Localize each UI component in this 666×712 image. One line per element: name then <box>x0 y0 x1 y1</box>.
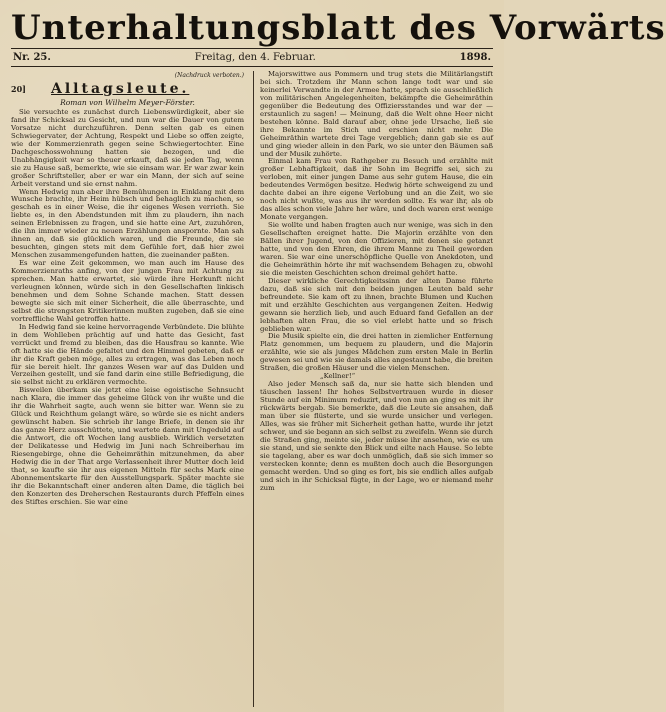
paragraph: Die Musik spielte ein, die drei hatten in ziemlicher Entfernung Platz genommen, um bequem zu plaudern, und die Majorin erzählte, wie sie als junges Mädchen zum ersten Male in Berlin gewesen sei und wie sie damals alles angestaunt habe, die breiten Straßen, die großen Häuser und die vielen Menschen. <box>260 332 493 373</box>
reprint-note: (Nachdruck verboten.) <box>174 72 244 79</box>
paragraph: „Kellner!“ <box>320 372 356 381</box>
paragraph: Dieser wirkliche Gerechtigkeitssinn der alten Dame führte dazu, daß sie sich mit den beiden jungen Leuten bald sehr befreundete. Sie kam oft zu ihnen, brachte Blumen und Kuchen mit und erzählte Geschichten aus vergangenen Zeiten. Hedwig gewann sie herzlich lieb, und auch Eduard fand Gefallen an der lebhaften alten Frau, die so viel erlebt hatte und so frisch geblieben war. <box>260 276 493 333</box>
column-right <box>253 71 493 707</box>
paragraph: In Hedwig fand sie keine hervorragende Verbündete. Die blühte in dem Wohlleben prächtig auf und hatte das Gesicht, fast verrückt und fremd zu bleiben, das die Hausfrau so kannte. Wie oft hatte sie die Hände gefaltet und den Himmel gebeten, daß er ihr die Kraft geben möge, alles zu ertragen, was das Leben noch für sie bereit hielt. Ihr ganzes Wesen war auf das Dulden und Verzeihen gestellt, und sie fand darin eine stille Befriedigung, die sie selbst nicht zu erklären vermochte. <box>11 322 244 387</box>
paragraph: Wenn Hedwig nun aber ihre Bemühungen in Einklang mit dem Wunsche brachte, ihr Heim hübsch und behaglich zu machen, so geschah es in einer Weise, die ihr eigenes Wesen verrieth. Sie liebte es, in den Abendstunden mit ihm zu plaudern, ihn nach seinen Erlebnissen zu fragen, und sie hatte eine Art, zuzuhören, die ihn immer wieder zu neuen Erzählungen anspornte. Man sah ihnen an, daß sie glücklich waren, und die Freunde, die sie besuchten, gingen stets mit dem Gefühle fort, daß hier zwei Menschen zusammengefunden hatten, die zueinander paßten. <box>11 187 244 260</box>
article-title: Alltagsleute. <box>51 81 190 97</box>
masthead-rule <box>11 48 493 49</box>
issue-year: 1898. <box>459 52 491 63</box>
column-right-text <box>260 71 493 493</box>
paragraph: Es war eine Zeit gekommen, wo man auch im Hause des Kommerzienraths anfing, von der jungen Frau mit Achtung zu sprechen. Man hatte erwartet, sie würde ihre Herkunft nicht verleugnen können, würde sich in den Gesellschaften linkisch benehmen und dem Sohne Schande machen. Statt dessen bewegte sie sich mit einer Sicherheit, die alle überraschte, und selbst die strengsten Kritikerinnen mußten zugeben, daß sie eine vortreffliche Wahl getroffen hatte. <box>11 259 244 323</box>
masthead-title: Unterhaltungsblatt des Vorwärts <box>11 8 666 48</box>
paragraph: Also jeder Mensch saß da, nur sie hatte sich blenden und täuschen lassen! Ihr hohes Selbstvertrauen wurde in dieser Stunde auf ein Minimum reduzirt, und von nun an ging es mit ihr rückwärts bergab. Sie bemerkte, daß die Leute sie ansahen, daß man über sie flüsterte, und sie wurde unsicher und verlegen. Alles, was sie früher mit Sicherheit gethan hatte, wurde ihr jetzt schwer, und sie begann an sich selbst zu zweifeln. Wenn sie durch die Straßen ging, meinte sie, jeder müsse ihr ansehen, wie es um sie stand, und sie senkte den Blick und eilte nach Hause. So lebte sie tagelang, aber es war doch unmöglich, daß sie sich immer so verstecken konnte; denn es mußten doch auch die Besorgungen gemacht werden. Und so ging es fort, bis sie endlich alles aufgab und sich in ihr Schicksal fügte, in der Lage, wo er niemand mehr zum <box>260 380 493 492</box>
paragraph: Majorswittwe aus Pommern und trug stets die Militärlangstift bei sich. Trotzdem ihr Mann schon lange todt war und sie keinerlei Verwandte in der Armee hatte, sprach sie ausschließlich von militärischen Angelegenheiten, bekämpfte die Geheimräthin gegenüber die Bedeutung des Offiziersstandes und war der — erstaunlich zu sagen! — Meinung, daß die Welt ohne Heer nicht bestehen könne. Bald darauf aber, ohne jede Ursache, ließ sie ihre Bekannte im Stich und erschien nicht mehr. Die Geheimräthin wartete drei Tage vergeblich; dann gab sie es auf und ging wieder allein in den Park, wo sie unter den Bäumen saß und der Musik zuhörte. <box>260 70 493 158</box>
issue-number: Nr. 25. <box>13 52 51 63</box>
issue-date: Freitag, den 4. Februar. <box>194 52 316 63</box>
column-left <box>11 71 244 707</box>
issue-info-line <box>11 50 493 67</box>
paragraph: Sie versuchte es zunächst durch Liebenswürdigkeit, aber sie fand ihr Schicksal zu Gesicht, und nun war die Dauer von gutem Vorsatze nicht durchzuführen. Denn selten gab es einen Schwiegervater, der Achtung, Respekt und Liebe so offen zeigte, wie der Kommerzienrath gegen seine Schwiegertochter. Eine Dachgeschosswohnung hatten sie bezogen, und die Unabhängigkeit war so theuer erkauft, daß sie jeden Tag, wenn sie zu Hause saß, bemerkte, wie sie einsam war. Er war zwar kein großer Schriftsteller, aber er war ein Mann, der sich auf seine Arbeit verstand und sie ernst nahm. <box>11 108 244 188</box>
paragraph: Sie wollte und haben fragten auch nur wenige, was sich in den Gesellschaften ereignet hatte. Die Majorin erzählte von den Bällen ihrer Jugend, von den Offizieren, mit denen sie getanzt hatte, und von den Ehren, die ihrem Manne zu Theil geworden waren. Sie war eine unerschöpfliche Quelle von Anekdoten, und die Geheimräthin hörte ihr mit wachsendem Behagen zu, obwohl sie die meisten Geschichten schon dreimal gehört hatte. <box>260 221 493 277</box>
article-subtitle: Roman von Wilhelm Meyer-Förster. <box>60 98 195 107</box>
serial-number: 20] <box>11 84 26 94</box>
paragraph: Bisweilen überkam sie jetzt eine leise egoistische Sehnsucht nach Klara, die immer das geheime Glück von ihr wußte und die ihr die Wahrheit sagte, auch wenn sie bitter war. Wenn sie zu Glück und Reichthum gelangt wäre, so würde sie es nicht anders gewünscht haben. Sie schrieb ihr lange Briefe, in denen sie ihr das ganze Herz ausschüttete, und wartete dann mit Ungeduld auf die Antwort, die oft Wochen lang ausblieb. Wirklich versetzten der Delikatesse und Hedwig im Juni nach Schreiberhau im Riesengebirge, ohne die Geheimräthin mitzunehmen, da aber Hedwig die in der That arge Verlassenheit ihrer Mutter doch leid that, so kaufte sie ihr aus eigenen Mitteln für sechs Mark eine Abonnementskarte für den Ausstellungspark. Später machte sie ihr die Bekanntschaft einer anderen alten Dame, die täglich bei den Konzerten des Dreherschen Restaurants durch Pfeffeln eines des Stiftes erschien. Sie war eine <box>11 386 244 506</box>
columns <box>11 71 493 707</box>
column-left-text <box>11 109 244 507</box>
article-header <box>11 81 244 97</box>
paragraph: Einmal kam Frau von Rathgeber zu Besuch und erzählte mit großer Lebhaftigkeit, daß ihr Sohn im Begriffe sei, sich zu verloben, mit einer jungen Dame aus sehr gutem Hause, die ein bedeutendes Vermögen besitze. Hedwig hörte schweigend zu und dachte dabei an ihre eigene Verlobung und an die Zeit, wo sie noch nicht wußte, was aus ihr werden sollte. Es war ihr, als ob das alles schon viele Jahre her wäre, und doch waren erst wenige Monate vergangen. <box>260 157 493 222</box>
